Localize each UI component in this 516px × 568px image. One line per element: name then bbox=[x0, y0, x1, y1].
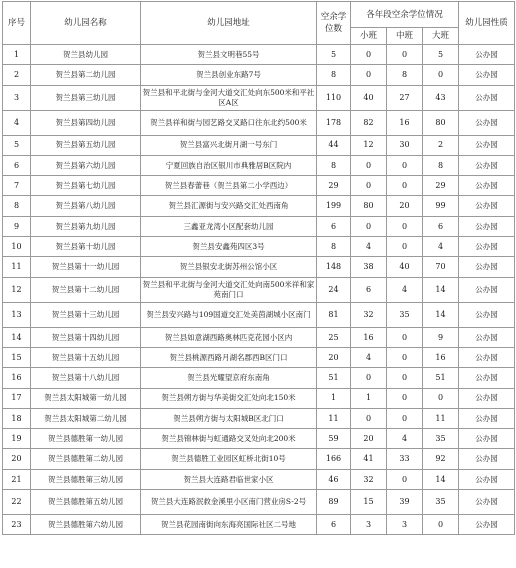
cell-small: 0 bbox=[351, 65, 387, 85]
cell-total: 6 bbox=[317, 216, 351, 236]
cell-index: 16 bbox=[3, 368, 31, 388]
table-row bbox=[3, 65, 515, 85]
cell-name: 贺兰县太阳城第一幼儿园 bbox=[31, 388, 141, 408]
cell-total: 59 bbox=[317, 429, 351, 449]
cell-middle: 39 bbox=[387, 490, 423, 515]
cell-middle: 16 bbox=[387, 110, 423, 135]
cell-nature: 公办园 bbox=[459, 469, 515, 489]
cell-address: 贺兰县大连路泯救金溪里小区南门营业房S-2号 bbox=[141, 490, 317, 515]
cell-small: 40 bbox=[351, 85, 387, 110]
cell-index: 21 bbox=[3, 469, 31, 489]
cell-nature: 公办园 bbox=[459, 388, 515, 408]
cell-small: 32 bbox=[351, 469, 387, 489]
cell-large: 5 bbox=[423, 45, 459, 65]
cell-address: 宁夏回族自治区银川市典雅居B区院内 bbox=[141, 155, 317, 175]
cell-nature: 公办园 bbox=[459, 277, 515, 302]
cell-name: 贺兰县第十一幼儿园 bbox=[31, 257, 141, 277]
cell-total: 199 bbox=[317, 196, 351, 216]
table-header bbox=[3, 2, 515, 45]
cell-small: 0 bbox=[351, 408, 387, 428]
cell-index: 7 bbox=[3, 176, 31, 196]
cell-nature: 公办园 bbox=[459, 408, 515, 428]
cell-nature: 公办园 bbox=[459, 327, 515, 347]
cell-total: 24 bbox=[317, 277, 351, 302]
cell-name: 贺兰县第十四幼儿园 bbox=[31, 327, 141, 347]
cell-name: 贺兰县德胜第五幼儿园 bbox=[31, 490, 141, 515]
cell-index: 11 bbox=[3, 257, 31, 277]
cell-small: 3 bbox=[351, 515, 387, 535]
header-name: 幼儿园名称 bbox=[31, 2, 141, 45]
cell-total: 5 bbox=[317, 45, 351, 65]
cell-large: 35 bbox=[423, 429, 459, 449]
cell-middle: 0 bbox=[387, 408, 423, 428]
cell-name: 贺兰县德胜第二幼儿园 bbox=[31, 449, 141, 469]
cell-address: 贺兰县朔方街与华美街交汇处向北150米 bbox=[141, 388, 317, 408]
cell-middle: 20 bbox=[387, 196, 423, 216]
table-row bbox=[3, 277, 515, 302]
header-index: 序号 bbox=[3, 2, 31, 45]
cell-address: 贺兰县如意湖西路奥林匹克花园小区内 bbox=[141, 327, 317, 347]
cell-address: 贺兰县祥和街与园艺路交叉路口往东北约500米 bbox=[141, 110, 317, 135]
cell-nature: 公办园 bbox=[459, 135, 515, 155]
cell-middle: 35 bbox=[387, 302, 423, 327]
cell-middle: 0 bbox=[387, 176, 423, 196]
cell-large: 8 bbox=[423, 155, 459, 175]
cell-nature: 公办园 bbox=[459, 176, 515, 196]
cell-large: 92 bbox=[423, 449, 459, 469]
cell-address: 贺兰县汇源街与安兴路交汇处西南角 bbox=[141, 196, 317, 216]
cell-address: 贺兰县春蕾巷（贺兰县第二小学西边） bbox=[141, 176, 317, 196]
cell-index: 8 bbox=[3, 196, 31, 216]
cell-small: 6 bbox=[351, 277, 387, 302]
table-row bbox=[3, 196, 515, 216]
cell-total: 11 bbox=[317, 408, 351, 428]
cell-index: 9 bbox=[3, 216, 31, 236]
table-row bbox=[3, 257, 515, 277]
cell-nature: 公办园 bbox=[459, 515, 515, 535]
cell-index: 4 bbox=[3, 110, 31, 135]
cell-large: 51 bbox=[423, 368, 459, 388]
cell-middle: 0 bbox=[387, 388, 423, 408]
cell-small: 20 bbox=[351, 429, 387, 449]
cell-small: 0 bbox=[351, 216, 387, 236]
cell-address: 贺兰县银安北街苏州公馆小区 bbox=[141, 257, 317, 277]
cell-nature: 公办园 bbox=[459, 237, 515, 257]
cell-large: 80 bbox=[423, 110, 459, 135]
cell-nature: 公办园 bbox=[459, 449, 515, 469]
cell-name: 贺兰县第十幼儿园 bbox=[31, 237, 141, 257]
cell-address: 贺兰县桃源西路月湖名郡西B区门口 bbox=[141, 347, 317, 367]
table-row bbox=[3, 429, 515, 449]
cell-large: 4 bbox=[423, 237, 459, 257]
kindergarten-vacancy-table bbox=[2, 1, 515, 535]
cell-large: 14 bbox=[423, 277, 459, 302]
table-row bbox=[3, 155, 515, 175]
cell-address: 贺兰县文明巷55号 bbox=[141, 45, 317, 65]
table-row bbox=[3, 347, 515, 367]
cell-total: 1 bbox=[317, 388, 351, 408]
cell-small: 12 bbox=[351, 135, 387, 155]
cell-index: 22 bbox=[3, 490, 31, 515]
cell-large: 11 bbox=[423, 408, 459, 428]
cell-middle: 0 bbox=[387, 237, 423, 257]
cell-nature: 公办园 bbox=[459, 347, 515, 367]
cell-small: 0 bbox=[351, 45, 387, 65]
table-row bbox=[3, 135, 515, 155]
cell-small: 41 bbox=[351, 449, 387, 469]
cell-total: 8 bbox=[317, 155, 351, 175]
table-row bbox=[3, 302, 515, 327]
table-row bbox=[3, 216, 515, 236]
cell-name: 贺兰县第五幼儿园 bbox=[31, 135, 141, 155]
cell-total: 51 bbox=[317, 368, 351, 388]
cell-total: 6 bbox=[317, 515, 351, 535]
cell-middle: 4 bbox=[387, 429, 423, 449]
table-row bbox=[3, 237, 515, 257]
cell-large: 14 bbox=[423, 302, 459, 327]
cell-nature: 公办园 bbox=[459, 368, 515, 388]
cell-large: 43 bbox=[423, 85, 459, 110]
cell-nature: 公办园 bbox=[459, 196, 515, 216]
cell-small: 1 bbox=[351, 388, 387, 408]
cell-name: 贺兰县第二幼儿园 bbox=[31, 65, 141, 85]
cell-total: 46 bbox=[317, 469, 351, 489]
cell-nature: 公办园 bbox=[459, 155, 515, 175]
cell-name: 贺兰县第三幼儿园 bbox=[31, 85, 141, 110]
cell-nature: 公办园 bbox=[459, 110, 515, 135]
cell-address: 贺兰县锦林街与虹通路交叉处向北200米 bbox=[141, 429, 317, 449]
cell-address: 三鑫亚龙湾小区配套幼儿园 bbox=[141, 216, 317, 236]
header-nature: 幼儿园性质 bbox=[459, 2, 515, 45]
cell-middle: 0 bbox=[387, 347, 423, 367]
cell-middle: 0 bbox=[387, 155, 423, 175]
cell-name: 贺兰县第七幼儿园 bbox=[31, 176, 141, 196]
cell-index: 18 bbox=[3, 408, 31, 428]
cell-index: 3 bbox=[3, 85, 31, 110]
cell-large: 6 bbox=[423, 216, 459, 236]
cell-nature: 公办园 bbox=[459, 85, 515, 110]
cell-nature: 公办园 bbox=[459, 65, 515, 85]
header-small: 小班 bbox=[351, 28, 387, 45]
header-address: 幼儿园地址 bbox=[141, 2, 317, 45]
cell-index: 20 bbox=[3, 449, 31, 469]
cell-nature: 公办园 bbox=[459, 257, 515, 277]
cell-large: 14 bbox=[423, 469, 459, 489]
cell-total: 81 bbox=[317, 302, 351, 327]
cell-middle: 30 bbox=[387, 135, 423, 155]
cell-middle: 3 bbox=[387, 515, 423, 535]
cell-address: 贺兰县创业东路7号 bbox=[141, 65, 317, 85]
cell-index: 19 bbox=[3, 429, 31, 449]
cell-index: 23 bbox=[3, 515, 31, 535]
cell-nature: 公办园 bbox=[459, 45, 515, 65]
cell-address: 贺兰县花园南街向东海亮国际社区二号地 bbox=[141, 515, 317, 535]
cell-small: 16 bbox=[351, 327, 387, 347]
cell-total: 110 bbox=[317, 85, 351, 110]
cell-small: 4 bbox=[351, 237, 387, 257]
cell-large: 0 bbox=[423, 65, 459, 85]
cell-name: 贺兰县第四幼儿园 bbox=[31, 110, 141, 135]
cell-small: 38 bbox=[351, 257, 387, 277]
cell-middle: 8 bbox=[387, 65, 423, 85]
cell-small: 0 bbox=[351, 176, 387, 196]
cell-name: 贺兰县第十二幼儿园 bbox=[31, 277, 141, 302]
cell-address: 贺兰县富兴北街月湖一号东门 bbox=[141, 135, 317, 155]
table-row bbox=[3, 388, 515, 408]
cell-index: 5 bbox=[3, 135, 31, 155]
cell-middle: 0 bbox=[387, 469, 423, 489]
cell-total: 8 bbox=[317, 65, 351, 85]
cell-large: 99 bbox=[423, 196, 459, 216]
table-row bbox=[3, 85, 515, 110]
cell-nature: 公办园 bbox=[459, 429, 515, 449]
cell-nature: 公办园 bbox=[459, 490, 515, 515]
cell-name: 贺兰县德胜第六幼儿园 bbox=[31, 515, 141, 535]
cell-total: 8 bbox=[317, 237, 351, 257]
cell-name: 贺兰县第十五幼儿园 bbox=[31, 347, 141, 367]
cell-name: 贺兰县第十八幼儿园 bbox=[31, 368, 141, 388]
cell-small: 32 bbox=[351, 302, 387, 327]
cell-large: 16 bbox=[423, 347, 459, 367]
cell-middle: 4 bbox=[387, 277, 423, 302]
cell-large: 0 bbox=[423, 388, 459, 408]
header-grade-group: 各年段空余学位情况 bbox=[351, 2, 459, 28]
cell-address: 贺兰县朔方街与太阳城B区北门口 bbox=[141, 408, 317, 428]
table-row bbox=[3, 515, 515, 535]
cell-name: 贺兰县第八幼儿园 bbox=[31, 196, 141, 216]
cell-middle: 0 bbox=[387, 45, 423, 65]
cell-index: 15 bbox=[3, 347, 31, 367]
cell-small: 4 bbox=[351, 347, 387, 367]
table-row bbox=[3, 469, 515, 489]
cell-total: 29 bbox=[317, 176, 351, 196]
cell-small: 80 bbox=[351, 196, 387, 216]
cell-small: 0 bbox=[351, 368, 387, 388]
cell-name: 贺兰县德胜第三幼儿园 bbox=[31, 469, 141, 489]
cell-name: 贺兰县幼儿园 bbox=[31, 45, 141, 65]
cell-total: 44 bbox=[317, 135, 351, 155]
cell-small: 15 bbox=[351, 490, 387, 515]
cell-total: 20 bbox=[317, 347, 351, 367]
table-body bbox=[3, 45, 515, 535]
cell-total: 166 bbox=[317, 449, 351, 469]
cell-address: 贺兰县德胜工业园区虹桥北街10号 bbox=[141, 449, 317, 469]
cell-large: 9 bbox=[423, 327, 459, 347]
header-total-vacancies: 空余学位数 bbox=[317, 2, 351, 45]
cell-address: 贺兰县光耀望京府东南角 bbox=[141, 368, 317, 388]
cell-address: 贺兰县和平北街与金河大道交汇处向南500米祥和家苑南门口 bbox=[141, 277, 317, 302]
table-row bbox=[3, 368, 515, 388]
cell-middle: 33 bbox=[387, 449, 423, 469]
cell-name: 贺兰县第六幼儿园 bbox=[31, 155, 141, 175]
cell-large: 70 bbox=[423, 257, 459, 277]
cell-name: 贺兰县德胜第一幼儿园 bbox=[31, 429, 141, 449]
table-row bbox=[3, 45, 515, 65]
cell-large: 2 bbox=[423, 135, 459, 155]
cell-middle: 0 bbox=[387, 368, 423, 388]
cell-index: 17 bbox=[3, 388, 31, 408]
cell-total: 148 bbox=[317, 257, 351, 277]
table-row bbox=[3, 408, 515, 428]
cell-address: 贺兰县和平北街与金河大道交汇处向东500米和平社区A区 bbox=[141, 85, 317, 110]
cell-nature: 公办园 bbox=[459, 216, 515, 236]
cell-small: 0 bbox=[351, 155, 387, 175]
cell-name: 贺兰县第十三幼儿园 bbox=[31, 302, 141, 327]
cell-small: 82 bbox=[351, 110, 387, 135]
table-row bbox=[3, 449, 515, 469]
cell-index: 10 bbox=[3, 237, 31, 257]
cell-index: 13 bbox=[3, 302, 31, 327]
cell-middle: 40 bbox=[387, 257, 423, 277]
header-large: 大班 bbox=[423, 28, 459, 45]
cell-address: 贺兰县安鑫苑四区3号 bbox=[141, 237, 317, 257]
cell-nature: 公办园 bbox=[459, 302, 515, 327]
cell-total: 25 bbox=[317, 327, 351, 347]
cell-name: 贺兰县第九幼儿园 bbox=[31, 216, 141, 236]
table-row bbox=[3, 176, 515, 196]
cell-total: 89 bbox=[317, 490, 351, 515]
cell-index: 1 bbox=[3, 45, 31, 65]
cell-middle: 0 bbox=[387, 327, 423, 347]
cell-large: 0 bbox=[423, 515, 459, 535]
table-row bbox=[3, 110, 515, 135]
cell-middle: 27 bbox=[387, 85, 423, 110]
cell-index: 2 bbox=[3, 65, 31, 85]
cell-index: 6 bbox=[3, 155, 31, 175]
cell-index: 14 bbox=[3, 327, 31, 347]
cell-large: 29 bbox=[423, 176, 459, 196]
cell-total: 178 bbox=[317, 110, 351, 135]
cell-large: 35 bbox=[423, 490, 459, 515]
cell-address: 贺兰县安兴路与109国道交汇处美茵湖城小区南门 bbox=[141, 302, 317, 327]
cell-middle: 0 bbox=[387, 216, 423, 236]
table-row bbox=[3, 327, 515, 347]
cell-index: 12 bbox=[3, 277, 31, 302]
cell-address: 贺兰县大连路君临世家小区 bbox=[141, 469, 317, 489]
header-middle: 中班 bbox=[387, 28, 423, 45]
table-row bbox=[3, 490, 515, 515]
cell-name: 贺兰县太阳城第二幼儿园 bbox=[31, 408, 141, 428]
